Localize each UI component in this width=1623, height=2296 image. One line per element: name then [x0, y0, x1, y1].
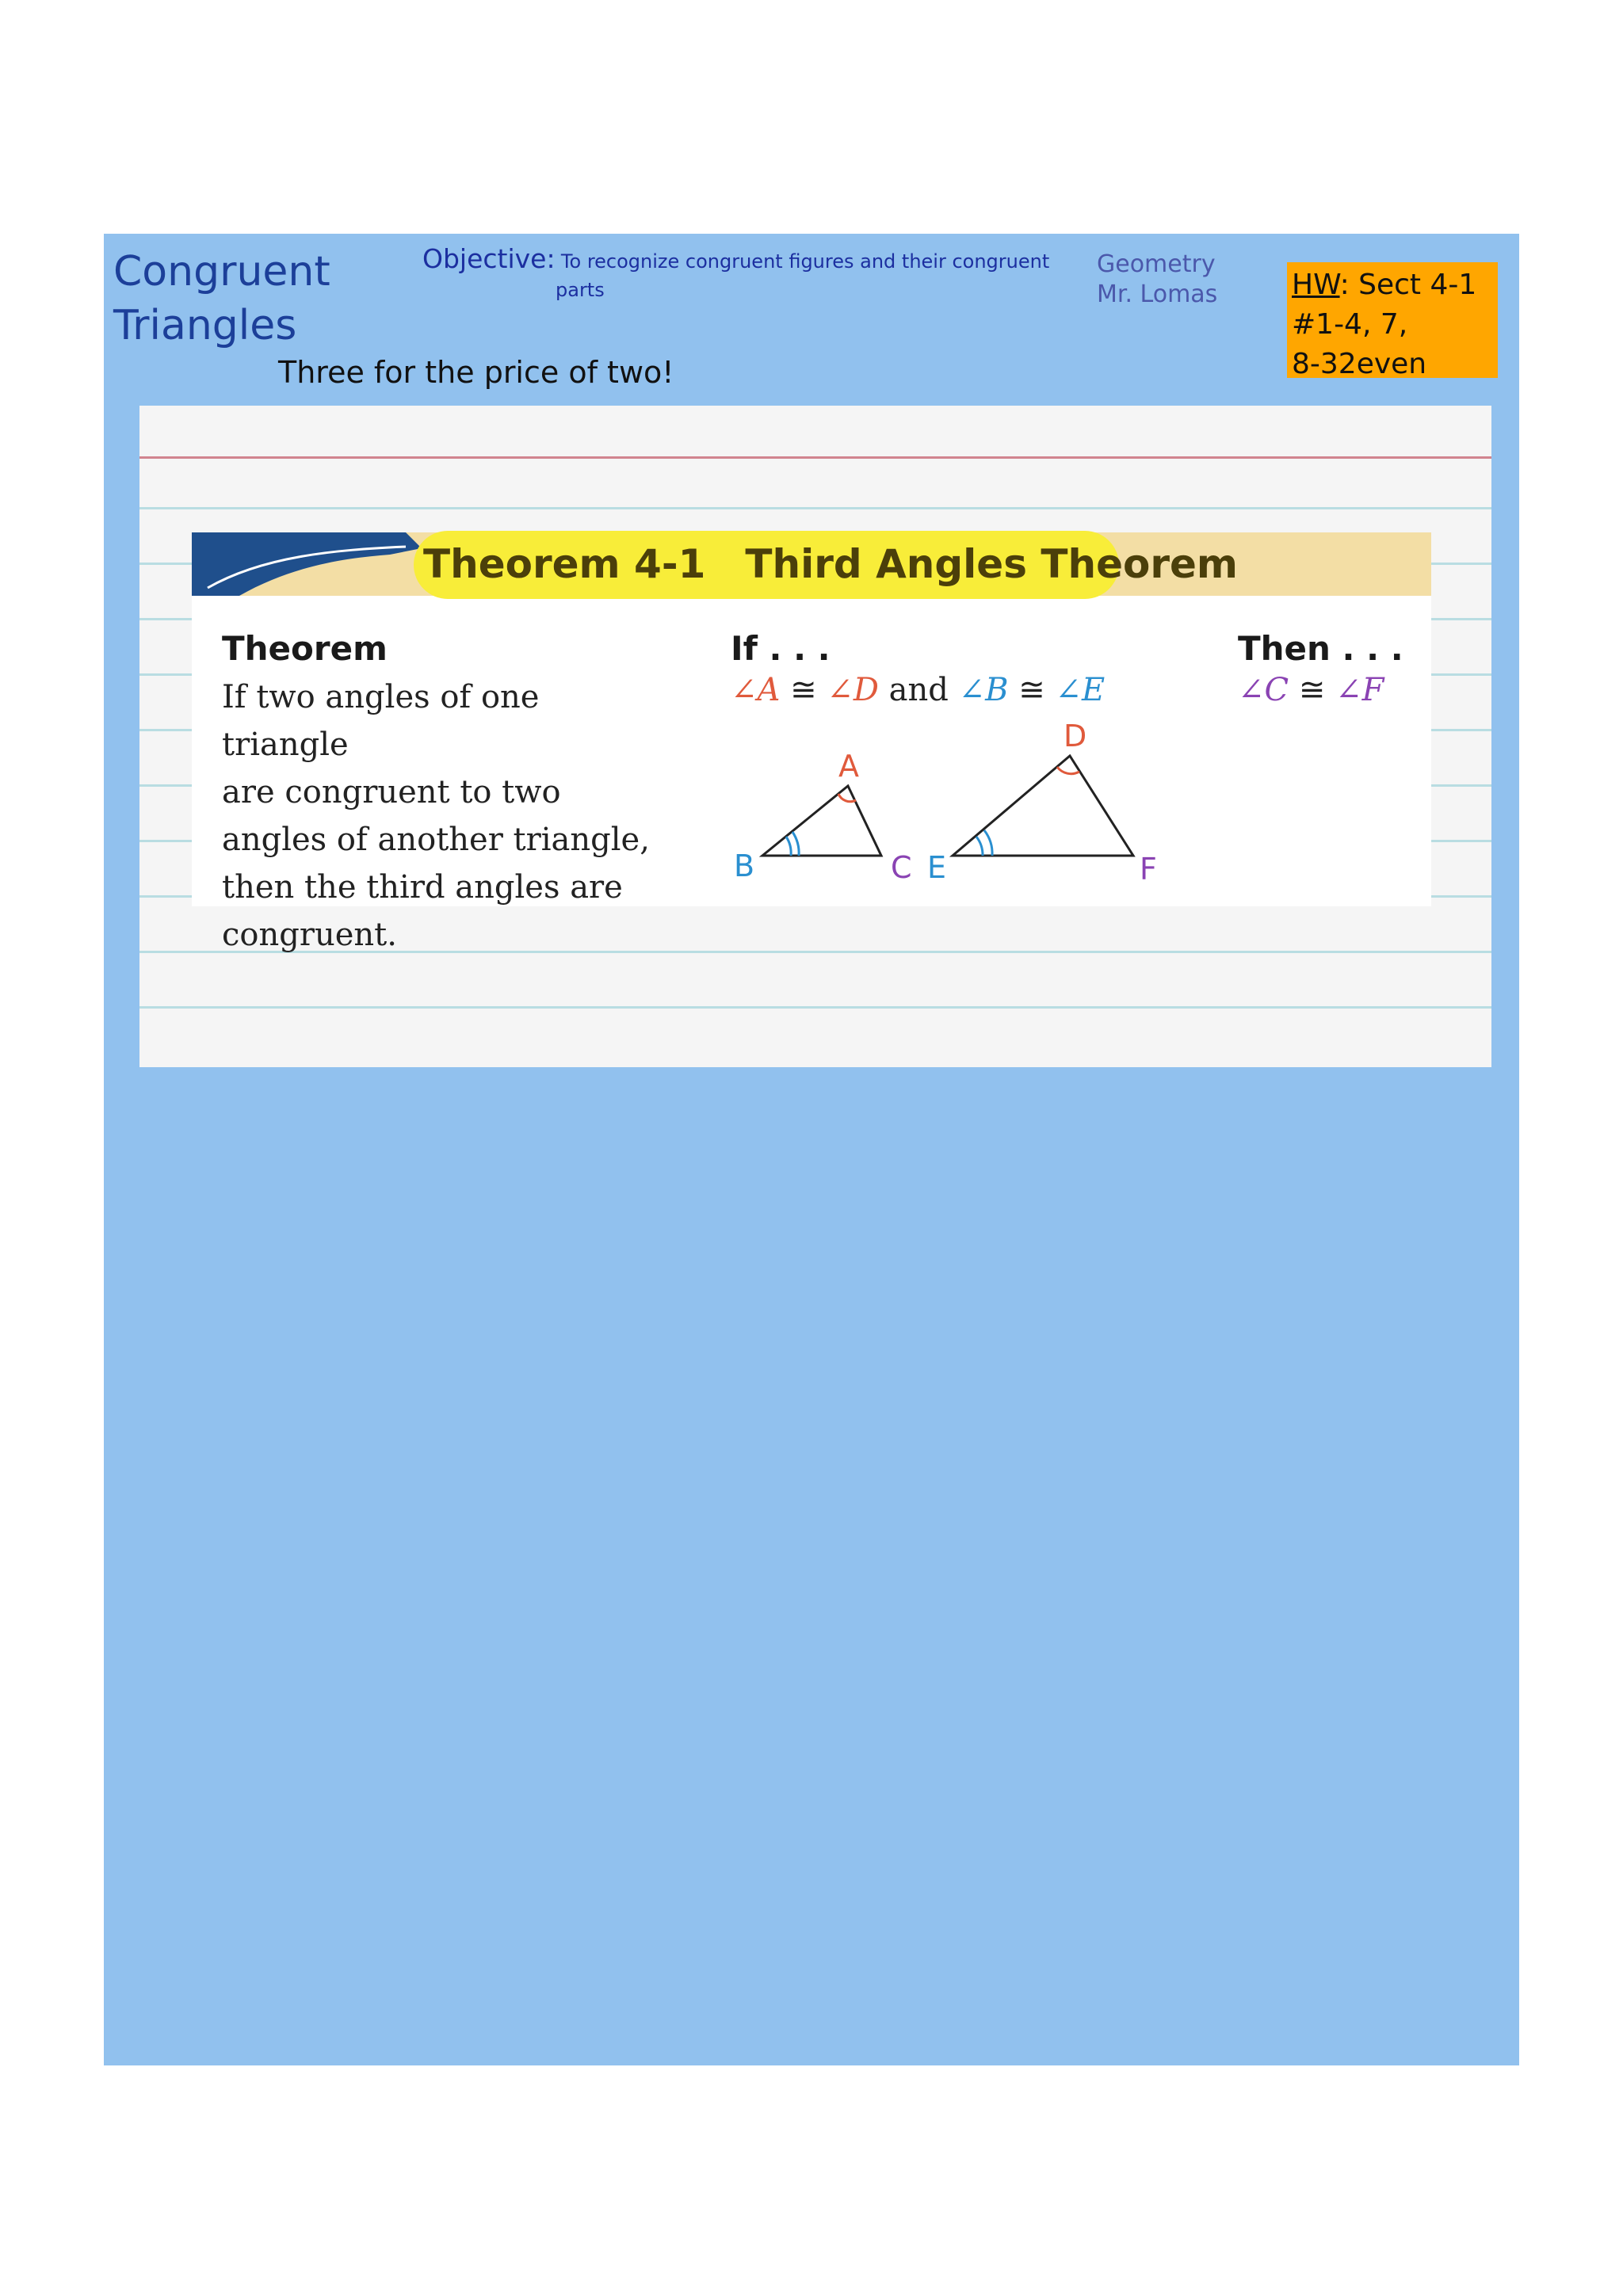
theorem-name: Third Angles Theorem [745, 541, 1239, 587]
angle-arc-e-2 [984, 830, 992, 856]
column-header-if: If . . . [731, 629, 831, 668]
teacher-name: Mr. Lomas [1097, 280, 1218, 308]
theorem-box [192, 532, 1431, 953]
hw-line-1 [1292, 265, 1498, 305]
title-line-2: Triangles [113, 302, 297, 349]
and-text: and [878, 672, 959, 708]
hw-label: HW [1292, 269, 1340, 301]
paper-margin-line [139, 456, 1491, 459]
take-note-tab [192, 532, 422, 596]
statement-line: are congruent to two [222, 774, 561, 810]
theorem-number: Theorem 4-1 [423, 541, 706, 587]
statement-line: angles of another triangle, [222, 822, 650, 858]
ruled-line [139, 507, 1491, 509]
course-info [1097, 250, 1255, 310]
homework-box [1287, 262, 1498, 378]
then-conclusion [1238, 672, 1384, 708]
congruent-symbol: ≅ [1289, 672, 1336, 708]
angle-arc-d [1057, 767, 1079, 774]
hw-section: : Sect 4-1 [1339, 269, 1477, 301]
banner-title [423, 539, 1238, 589]
column-header-theorem: Theorem [222, 629, 388, 668]
vertex-label-a: A [838, 749, 859, 784]
triangle-abc [762, 786, 881, 856]
notebook-paper [139, 406, 1491, 1067]
vertex-label-b: B [734, 849, 755, 883]
column-header-then: Then . . . [1238, 629, 1403, 668]
vertex-label-e: E [927, 850, 947, 885]
vertex-label-f: F [1140, 852, 1157, 887]
angle-f: ∠F [1335, 672, 1384, 708]
congruent-symbol: ≅ [1008, 672, 1056, 708]
objective-text-2: parts [556, 279, 605, 301]
vertex-label-d: D [1064, 721, 1087, 753]
slide [104, 234, 1519, 2065]
statement-line: then the third angles are [222, 869, 623, 906]
angle-arc-b-2 [792, 832, 799, 856]
angle-arc-e [976, 837, 983, 856]
theorem-banner [192, 532, 1431, 596]
if-condition [731, 672, 1105, 708]
objective-text: To recognize congruent figures and their congruent [560, 250, 1050, 273]
objective-label: Objective: [422, 243, 556, 274]
hw-line-3: 8-32even [1292, 348, 1427, 380]
angle-b: ∠B [958, 672, 1009, 708]
title-line-1: Congruent [113, 248, 330, 296]
ruled-line [139, 1006, 1491, 1009]
angle-arc-b [786, 837, 791, 856]
angle-e: ∠E [1055, 672, 1106, 708]
subtitle: Three for the price of two! [278, 355, 674, 390]
angle-d: ∠D [827, 672, 879, 708]
hw-line-2: #1-4, 7, [1292, 308, 1408, 341]
page-title [113, 245, 399, 353]
statement-line: congruent. [222, 917, 397, 953]
congruent-symbol: ≅ [780, 672, 827, 708]
objective [422, 245, 1072, 303]
course-name: Geometry [1097, 250, 1216, 278]
triangles-figure [731, 721, 1174, 887]
angle-c: ∠C [1238, 672, 1289, 708]
angle-a: ∠A [731, 672, 781, 708]
statement-line: If two angles of one triangle [222, 679, 540, 763]
theorem-statement [222, 673, 666, 959]
vertex-label-c: C [891, 850, 912, 885]
